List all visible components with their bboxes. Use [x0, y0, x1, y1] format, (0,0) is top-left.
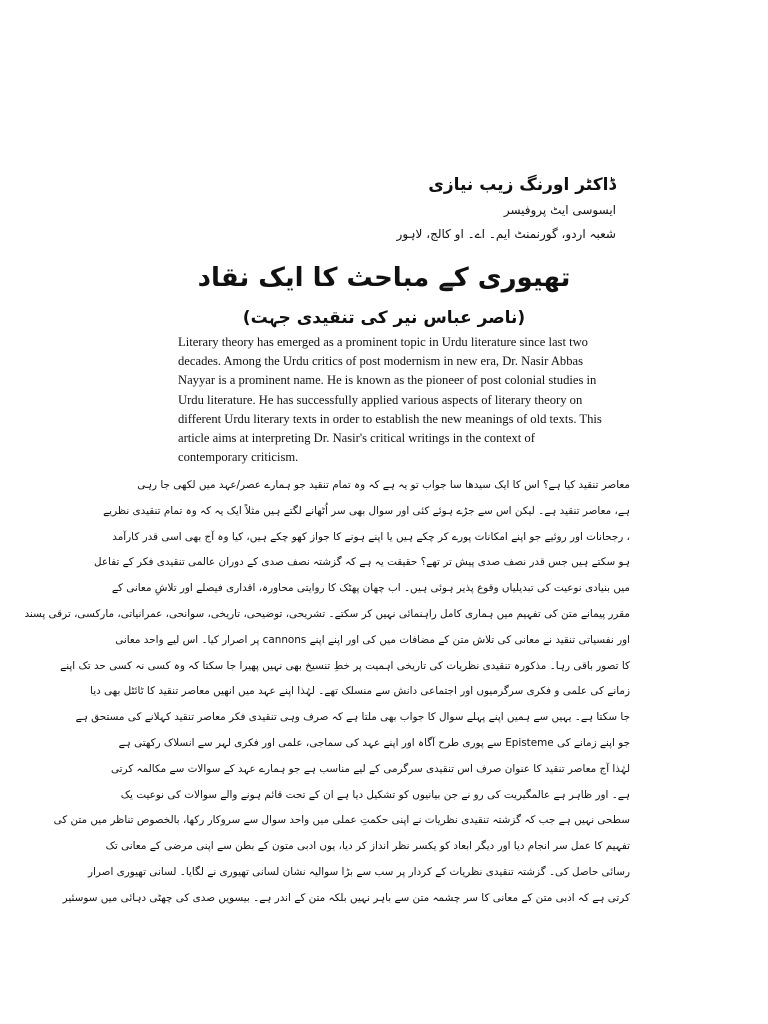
body-line: جو اپنے زمانے کی Episteme سے پوری طرح آگاہ اور اپنے عہد کی سماجی، علمی اور فکری لہر سے انسلاک رکھتی ہے	[118, 736, 630, 749]
article-body	[24, 473, 630, 912]
body-line: کرتی ہے کہ ادبی متن کے معانی کا سر چشمہ متن سے باہر نہیں بلکہ متن کے اندر ہے۔ بیسویں صدی کی چھٹی دہائی میں سوسئیر	[62, 891, 630, 904]
body-line: تفہیم کا عمل سر انجام دیا اور دیگر ابعاد کو یکسر نظر انداز کر دیا، یوں ادبی متون کے بطن سے اپنی مرضی کے معانی تک	[105, 840, 630, 853]
article-title: تھیوری کے مباحث کا ایک نقاد	[197, 263, 571, 293]
body-line: رسائی حاصل کی۔ گزشتہ تنقیدی نظریات کے کردار پر سب سے بڑا سوالیہ نشان لسانی تھیوری نے لگایا۔ لسانی تھیوری اصرار	[88, 865, 630, 878]
body-line: ہے۔ اور ظاہر ہے عالمگیریت کی رو نے جن بیانیوں کو تشکیل دیا ہے ان کے تحت قائم ہونے والے سوالات کی نوعیت یک	[120, 788, 630, 801]
body-line: اور نفسیاتی تنقید نے معانی کی تلاش متن کے مضافات میں کی اور اپنے اپنے cannons پر اصرار کیا۔ اس لیے واحد معانی	[115, 633, 630, 646]
english-abstract: Literary theory has emerged as a prominent topic in Urdu literature since last two decades. Among the Urdu critics of post modernism in new era, Dr. Nasir Abbas Nayyar is a prominent name. He is known as the pioneer of post colonial studies in Urdu literature. He has successfully applied various aspects of literary theory on different Urdu literary texts in order to establish the new meanings of old texts. This article aims at interpreting Dr. Nasir's critical writings in the context of contemporary criticism.	[178, 335, 602, 465]
body-line: ہو سکتے ہیں جس قدر نصف صدی پیش تر تھے؟ حقیقت یہ ہے کہ گزشتہ نصف صدی کے دوران عالمی تنقیدی فکر کے تفاعل	[93, 556, 630, 569]
article-subtitle: (ناصر عباس نیر کی تنقیدی جہت)	[242, 308, 526, 328]
author-block	[216, 172, 616, 246]
body-line: کا تصور باقی رہا۔ مذکورہ تنقیدی نظریات کی تاریخی اہمیت پر خطِ تنسیخ بھی نہیں پھیرا جا سکتا کہ وہ کسی نہ کسی حد تک اپنے	[60, 659, 630, 672]
body-line: میں بنیادی نوعیت کی تبدیلیاں وقوع پذیر ہوئی ہیں۔ اب چھان پھٹک کا روایتی محاورہ، اقداری فیصلے اور تلاشِ معانی کے	[111, 582, 630, 595]
body-line: مقرر پیمانے متن کی تفہیم میں ہماری کامل راہنمائی نہیں کر سکتے۔ تشریحی، توضیحی، تاریخی، سوانحی، عمرانیاتی، مارکسی، ترقی پسند	[24, 607, 630, 620]
body-line: جا سکتا ہے۔ یہیں سے ہمیں اپنے پہلے سوال کا جواب بھی ملتا ہے کہ صرف وہی تنقیدی فکر معاصر تنقید کہلانے کی مستحق ہے	[75, 711, 630, 724]
body-line: زمانے کی علمی و فکری سرگرمیوں اور اجتماعی دانش سے منسلک تھے۔ لہٰذا اپنے عہد میں انھیں معاصر تنقید کا ٹائٹل بھی دیا	[90, 685, 630, 698]
body-line: سطحی نہیں ہے جب کہ گزشتہ تنقیدی نظریات نے اپنی حکمتِ عملی میں واحد سوال سے سروکار رکھا، بالخصوص تناظر میں متن کی	[53, 814, 630, 827]
body-line: لہٰذا آج معاصر تنقید کا عنوان صرف اس تنقیدی سرگرمی کے لیے مناسب ہے جو ہمارے عہد کے سوالات سے مکالمہ کرتی	[110, 762, 630, 775]
body-line: معاصر تنقید کیا ہے؟ اس کا ایک سیدھا سا جواب تو یہ ہے کہ وہ تمام تنقید جو ہمارے عصر/عہد میں لکھی جا رہی	[137, 479, 630, 491]
author-name: ڈاکٹر اورنگ زیب نیازی	[428, 175, 616, 195]
author-position: ایسوسی ایٹ پروفیسر	[503, 203, 616, 217]
body-line: ہے، معاصر تنقید ہے۔ لیکن اس سے جڑے ہوئے کئی اور سوال بھی سر اُٹھانے لگتے ہیں مثلاً ایک یہ کہ وہ تمام تنقیدی نظریے	[103, 504, 630, 517]
author-affiliation: شعبہ اردو، گورنمنٹ ایم۔ اے۔ او کالج، لاہور	[396, 227, 616, 241]
body-line: ، رجحانات اور روئیے جو اپنے امکانات پورے کر چکے ہیں یا اپنے ہونے کا جواز کھو چکے ہیں، کیا وہ آج بھی اسی قدر کارآمد	[112, 530, 630, 543]
